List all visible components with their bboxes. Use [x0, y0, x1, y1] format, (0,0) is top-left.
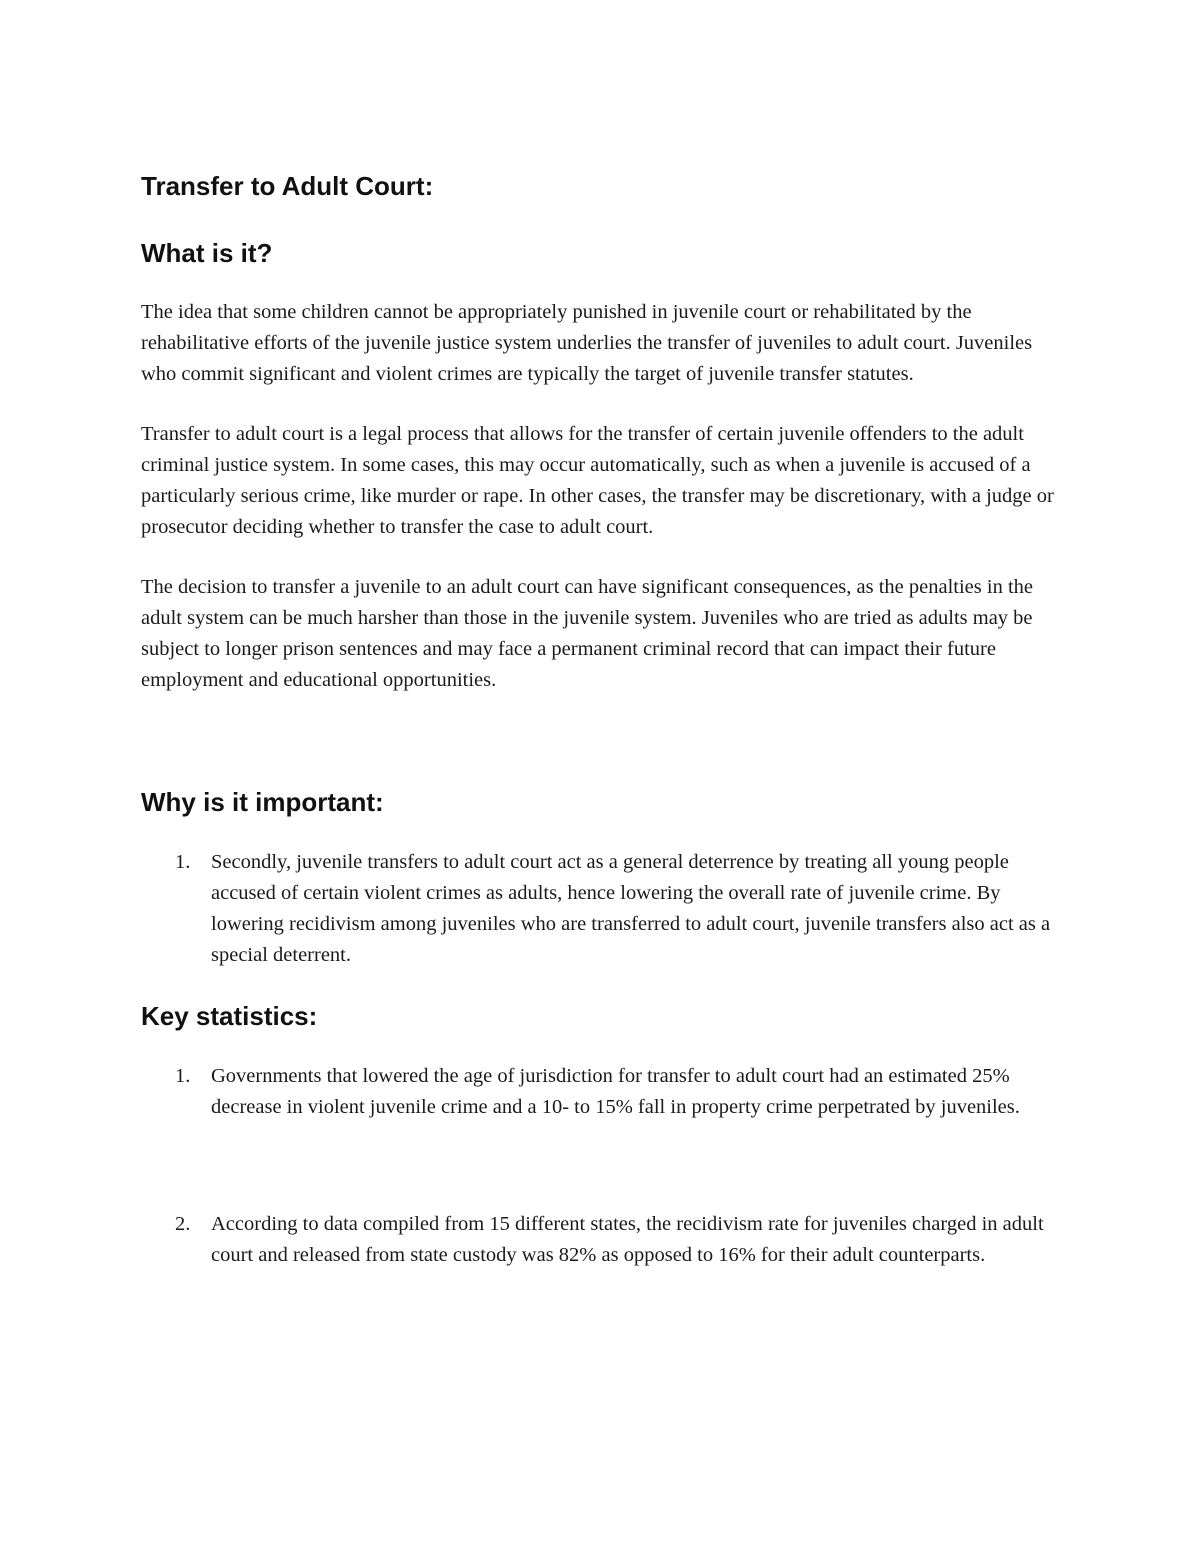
- section-heading-what-is-it: What is it?: [141, 238, 273, 268]
- list-item: [141, 847, 1061, 971]
- list-item: [141, 1209, 1061, 1271]
- paragraph-intro: The idea that some children cannot be appropriately punished in juvenile court or rehabilitated by the rehabilitative efforts of the juvenile justice system underlies the transfer of juveniles to adult court. Juveniles who commit significant and violent crimes are typically the target of juvenile transfer statutes.: [141, 301, 1033, 385]
- key-statistics-list: [141, 1061, 1061, 1271]
- document-title: Transfer to Adult Court:: [141, 171, 434, 201]
- paragraph-consequences: The decision to transfer a juvenile to an adult court can have significant consequences, as the penalties in the adult system can be much harsher than those in the juvenile system. Juveniles who are tried as adults may be subject to longer prison sentences and may face a permanent criminal record that can impact their future employment and educational opportunities.: [141, 576, 1034, 691]
- list-item-number: 2.: [175, 1213, 191, 1235]
- list-item: [141, 1061, 1061, 1123]
- list-item-text: According to data compiled from 15 different states, the recidivism rate for juveniles charged in adult court and released from state custody was 82% as opposed to 16% for their adult counterparts.: [211, 1213, 1044, 1266]
- section-heading-why-important: Why is it important:: [141, 787, 384, 817]
- section-heading-key-statistics: Key statistics:: [141, 1001, 318, 1031]
- why-important-list: [141, 847, 1061, 971]
- list-item-text: Secondly, juvenile transfers to adult court act as a general deterrence by treating all young people accused of certain violent crimes as adults, hence lowering the overall rate of juvenile crime. By lowering recidivism among juveniles who are transferred to adult court, juvenile transfers also act as a special deterrent.: [211, 851, 1051, 966]
- list-item-number: 1.: [175, 851, 191, 873]
- list-item-number: 1.: [175, 1065, 191, 1087]
- document-page: [141, 166, 1061, 1271]
- list-item-text: Governments that lowered the age of jurisdiction for transfer to adult court had an estimated 25% decrease in violent juvenile crime and a 10- to 15% fall in property crime perpetrated by juveniles.: [211, 1065, 1020, 1118]
- paragraph-process: Transfer to adult court is a legal process that allows for the transfer of certain juvenile offenders to the adult criminal justice system. In some cases, this may occur automatically, such as when a juvenile is accused of a particularly serious crime, like murder or rape. In other cases, the transfer may be discretionary, with a judge or prosecutor deciding whether to transfer the case to adult court.: [141, 423, 1054, 538]
